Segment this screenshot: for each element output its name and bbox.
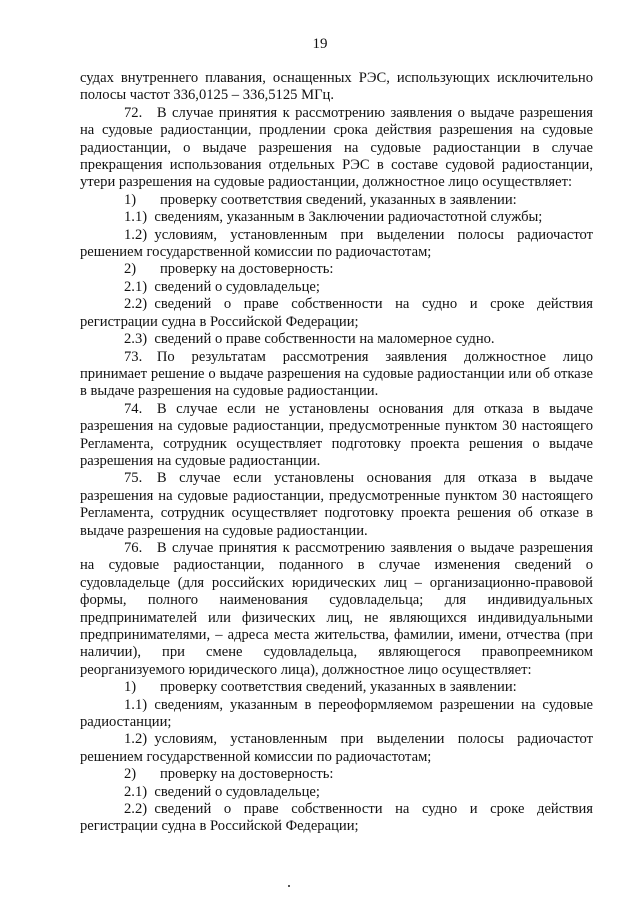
- list-item-76-1-2: 1.2) условиям, установленным при выделении полосы радиочастот решением государственной комиссии по радиочастотам;: [80, 731, 593, 765]
- list-item-text: проверку соответствия сведений, указанных в заявлении:: [160, 679, 517, 696]
- list-item-text: проверку на достоверность:: [160, 261, 334, 278]
- list-item-text: проверку на достоверность:: [160, 766, 334, 783]
- list-item-72-2-1: 2.1) сведений о судовладельце;: [124, 278, 320, 295]
- paragraph-75: 75. В случае если установлены основания для отказа в выдаче разрешения на судовые радиостанции, предусмотренные пунктом 30 настоящего Регламента, сотрудник осуществляет подготовку проекта решения об отказе в выдаче разрешения на судовые радиостанции.: [80, 470, 593, 539]
- list-item-72-1: [80, 192, 593, 209]
- page-number: 19: [312, 36, 328, 52]
- list-item-72-2: [80, 261, 593, 278]
- paragraph-continuation: судах внутреннего плавания, оснащенных РЭС, использующих исключительно полосы частот 336,0125 – 336,5125 МГц.: [80, 70, 593, 104]
- list-item-72-1-1: 1.1) сведениям, указанным в Заключении радиочастотной службы;: [124, 209, 543, 226]
- list-item-76-2: [80, 766, 593, 783]
- paragraph-74: 74. В случае если не установлены основания для отказа в выдаче разрешения на судовые радиостанции, предусмотренные пунктом 30 настоящего Регламента, сотрудник осуществляет подготовку проекта решения о выдаче разрешения на судовые радиостанции.: [80, 400, 593, 469]
- list-item-72-2-3: 2.3) сведений о праве собственности на маломерное судно.: [124, 331, 495, 348]
- list-item-76-2-1: 2.1) сведений о судовладельце;: [124, 783, 320, 800]
- paragraph-72: 72. В случае принятия к рассмотрению заявления о выдаче разрешения на судовые радиостанции, продлении срока действия разрешения на судовые радиостанции, о выдаче разрешения на судовые радиостанции в случае прекращения использования отдельных РЭС в составе судовой радиостанции, утери разрешения на судовые радиостанции, должностное лицо осуществляет:: [80, 104, 593, 191]
- list-item-72-1-2: 1.2) условиям, установленным при выделении полосы радиочастот решением государственной комиссии по радиочастотам;: [80, 226, 593, 261]
- list-item-label: 1): [124, 679, 137, 696]
- list-item-label: 2): [124, 766, 137, 783]
- paragraph-76: 76. В случае принятия к рассмотрению заявления о выдаче разрешения на судовые радиостанции, поданного в случае изменения сведений о судовладельце (для российских юридических лиц – организационно-правовой формы, полного наименования судовладельца; для индивидуальных предпринимателей или физических лиц, не являющихся индивидуальными предпринимателями, – адреса места жительства, фамилии, имени, отчества (при наличии), при смене судовладельца, являющегося правопреемником реорганизуемого юридического лица), должностное лицо осуществляет:: [80, 539, 593, 678]
- list-item-76-1: [80, 679, 593, 696]
- list-item-label: 1): [124, 191, 137, 208]
- list-item-76-2-2: 2.2) сведений о праве собственности на судно и сроке действия регистрации судна в Российской Федерации;: [80, 801, 593, 835]
- list-item-76-1-1: 1.1) сведениям, указанным в переоформляемом разрешении на судовые радиостанции;: [80, 696, 593, 731]
- list-item-label: 2): [124, 261, 137, 278]
- document-body: [80, 70, 593, 836]
- paragraph-73: 73. По результатам рассмотрения заявления должностное лицо принимает решение о выдаче разрешения на судовые радиостанции или об отказе в выдаче разрешения на судовые радиостанции.: [80, 348, 593, 400]
- scan-speck: [288, 885, 290, 887]
- list-item-72-2-2: 2.2) сведений о праве собственности на судно и сроке действия регистрации судна в Российской Федерации;: [80, 296, 593, 330]
- list-item-text: проверку соответствия сведений, указанных в заявлении:: [160, 191, 517, 208]
